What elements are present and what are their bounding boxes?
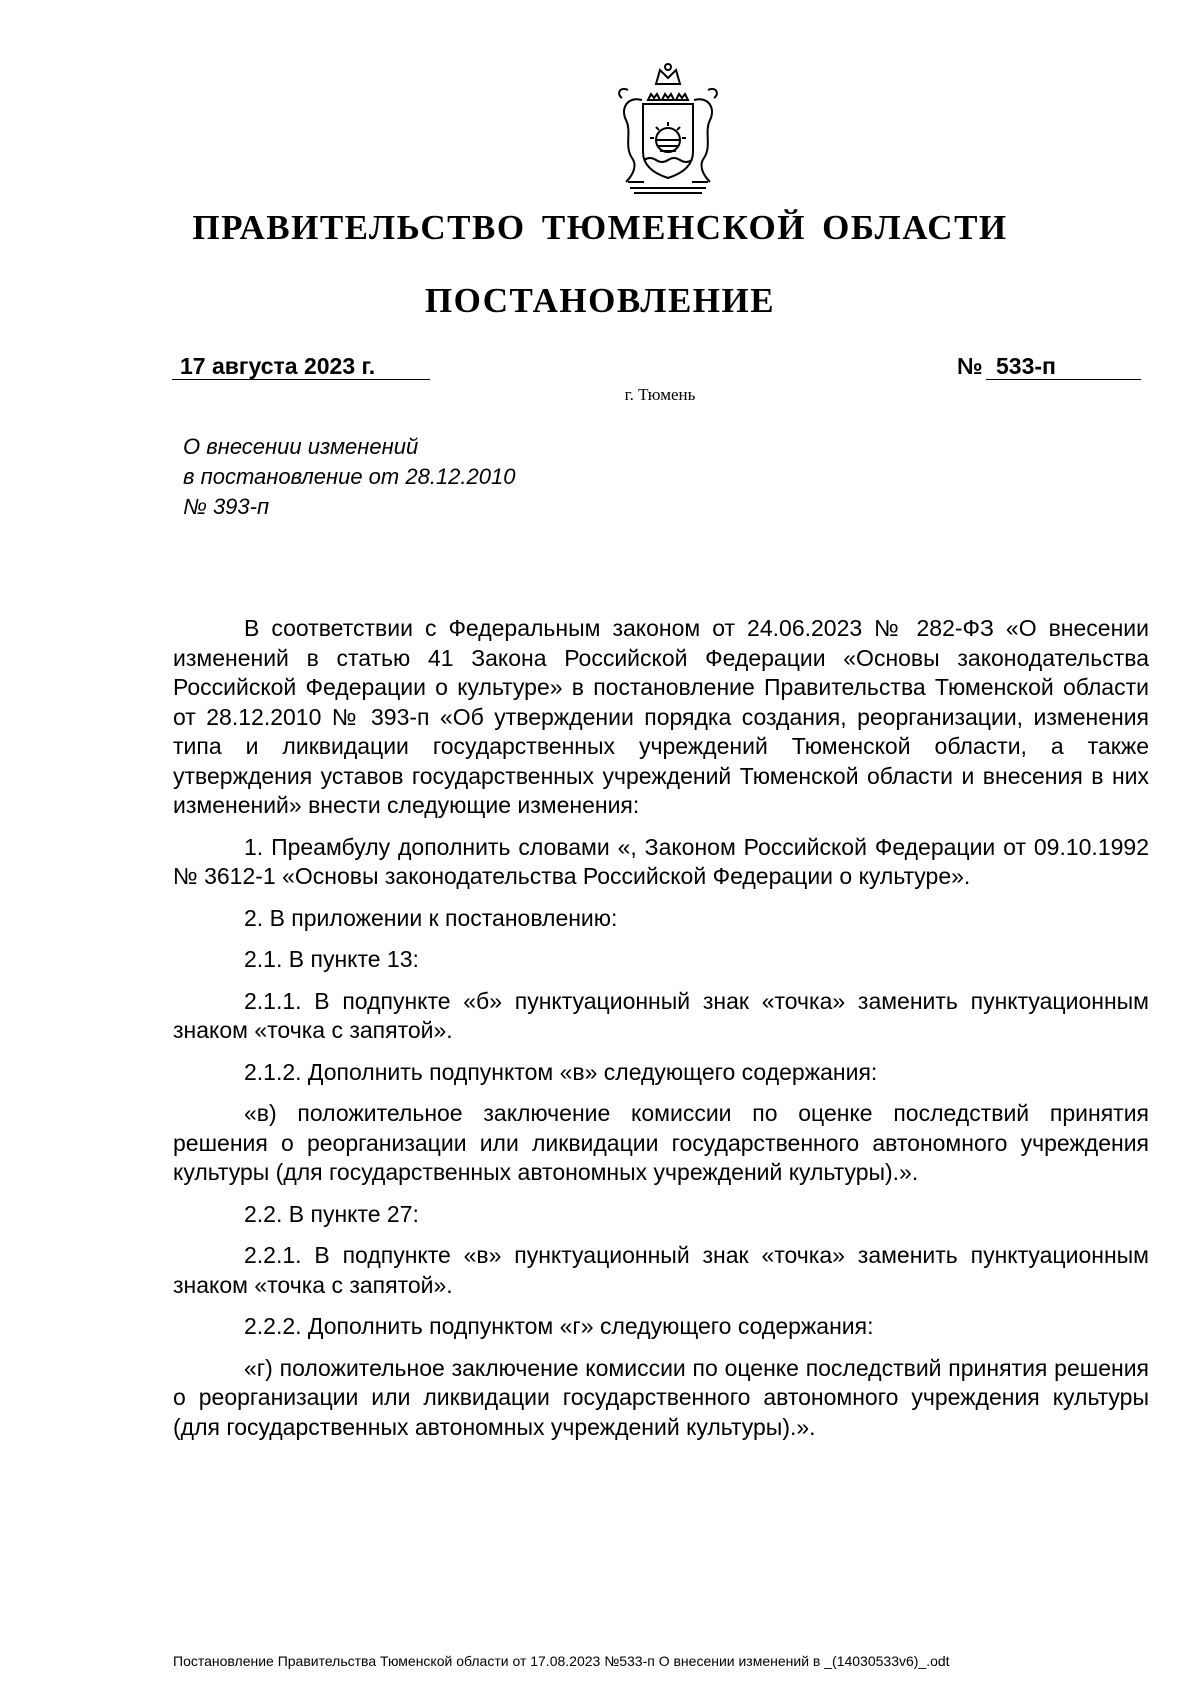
document-subject (183, 432, 515, 522)
body-paragraph: 2.2. В пункте 27: (244, 1200, 419, 1227)
document-body (173, 614, 1149, 1454)
tyumen-oblast-coat-of-arms-icon (598, 60, 738, 200)
body-paragraph: 2.1.1. В подпункте «б» пунктуационный знак «точка» заменить пунктуационным знаком «точка с запятой». (173, 987, 1149, 1043)
body-paragraph: «г) положительное заключение комиссии по оценке последствий принятия решения о реорганизации или ликвидации государственного автономного учреждения культуры (для государственных автономных учреждений культуры).». (173, 1354, 1149, 1440)
document-number: 533-п (986, 353, 1141, 380)
document-city: г. Тюмень (624, 385, 696, 404)
document-date: 17 августа 2023 г. (172, 353, 430, 380)
number-sign: № (957, 353, 983, 379)
body-paragraph: 2.2.1. В подпункте «в» пунктуационный знак «точка» заменить пунктуационным знаком «точка с запятой». (173, 1242, 1149, 1298)
body-paragraph: 2.1. В пункте 13: (244, 946, 419, 972)
body-paragraph: 2.1.2. Дополнить подпунктом «в» следующего содержания: (244, 1058, 878, 1085)
subject-line: О внесении изменений (183, 434, 419, 459)
organization-title: ПРАВИТЕЛЬСТВО ТЮМЕНСКОЙ ОБЛАСТИ (192, 208, 1008, 247)
body-paragraph: 2.2.2. Дополнить подпунктом «г» следующего содержания: (244, 1313, 874, 1339)
body-paragraph: В соответствии с Федеральным законом от 24.06.2023 № 282-ФЗ «О внесении изменений в статью 41 Закона Российской Федерации «Основы законодательства Российской Федерации о культуре» в постановление Правительства Тюменской области от 28.12.2010 № 393-п «Об утверждении порядка создания, реорганизации, изменения типа и ликвидации государственных учреждений Тюменской области, а также утверждения уставов государственных учреждений Тюменской области и внесения в них изменений» внести следующие изменения: (173, 615, 1149, 818)
document-type-title: ПОСТАНОВЛЕНИЕ (424, 281, 776, 320)
subject-line: в постановление от 28.12.2010 (183, 464, 516, 489)
body-paragraph: 1. Преамбулу дополнить словами «, Законом Российской Федерации от 09.10.1992 № 3612-1 «Основы законодательства Российской Федерации о культуре». (173, 833, 1149, 889)
subject-line: № 393-п (183, 494, 270, 519)
document-footer: Постановление Правительства Тюменской области от 17.08.2023 №533-п О внесении изменений в _(14030533v6)_.odt (173, 1653, 950, 1669)
body-paragraph: «в) положительное заключение комиссии по оценке последствий принятия решения о реорганизации или ликвидации государственного автономного учреждения культуры (для государственных автономных учреждений культуры).». (173, 1100, 1149, 1185)
body-paragraph: 2. В приложении к постановлению: (244, 904, 618, 931)
